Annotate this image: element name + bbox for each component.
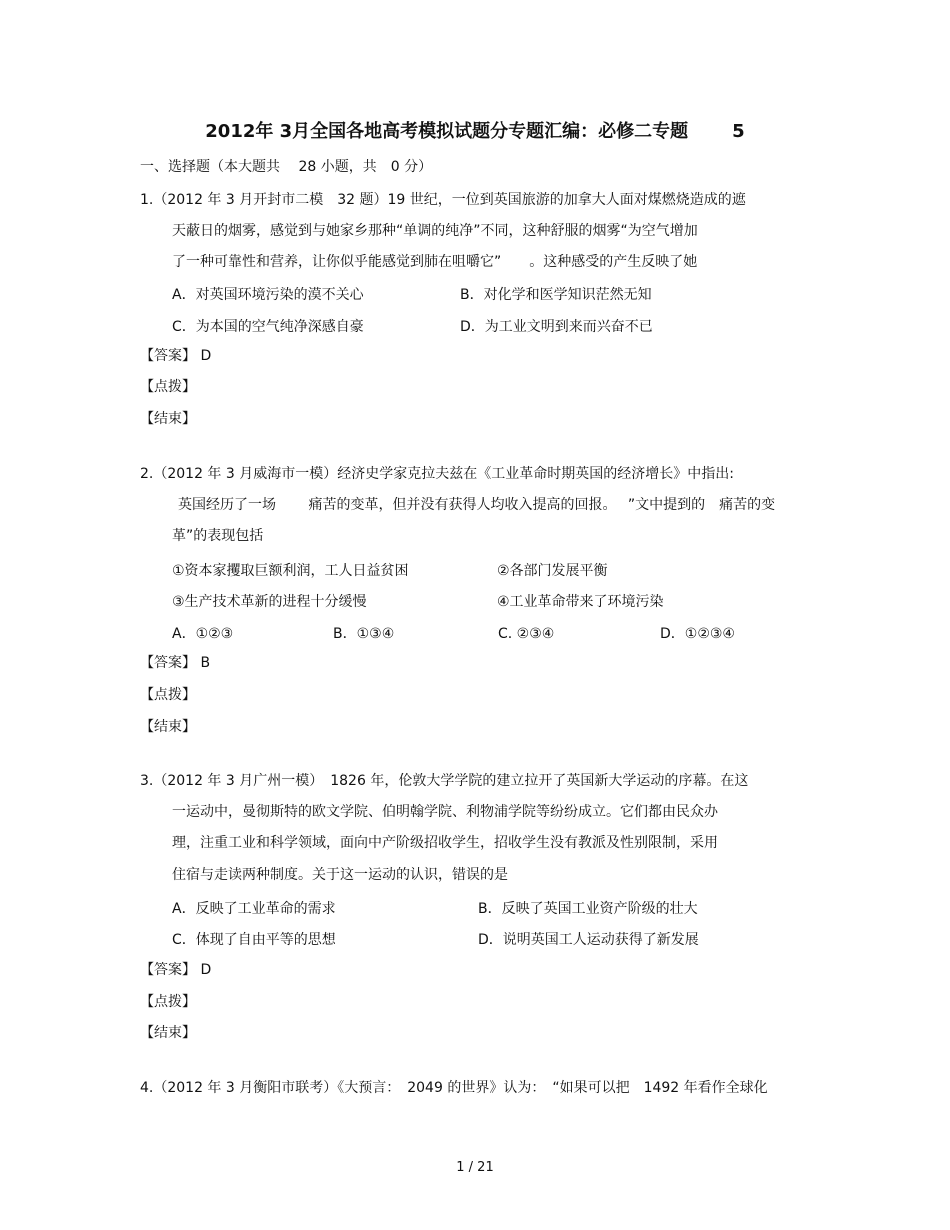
question-3-option-b: B．反映了英国工业资产阶级的壮大 [478,901,698,917]
question-1-option-d: D．为工业文明到来而兴奋不已 [460,319,653,335]
question-2-option-b: B．①③④ [333,626,395,642]
question-2-line-2: 英国经历了一场 痛苦的变革，但并没有获得人均收入提高的回报。 ”文中提到的 痛苦的变 [178,497,776,513]
question-1-line-3: 了一种可靠性和营养，让你似乎能感觉到肺在咀嚼它” 。这种感受的产生反映了她 [172,254,698,270]
question-2-item-4: ④工业革命带来了环境污染 [497,594,664,610]
page-number: 1 / 21 [456,1160,494,1175]
question-3-hint: 【点拨】 [140,994,196,1010]
question-2-option-d: D．①②③④ [660,626,735,642]
document-title [0,117,950,143]
question-1-line-1: 1.（2012 年 3 月开封市二模 32 题）19 世纪，一位到英国旅游的加拿大人面对煤燃烧造成的遮 [140,192,746,208]
question-1-option-b: B．对化学和医学知识茫然无知 [460,287,652,303]
question-1-end: 【结束】 [140,411,196,427]
question-1-option-c: C．为本国的空气纯净深感自豪 [172,319,364,335]
question-3-option-d: D．说明英国工人运动获得了新发展 [478,932,699,948]
question-2-item-3: ③生产技术革新的进程十分缓慢 [172,594,367,610]
question-2-answer: 【答案】 B [140,655,211,671]
question-3-option-c: C．体现了自由平等的思想 [172,932,336,948]
question-3-end: 【结束】 [140,1025,196,1041]
question-2-line-3: 革”的表现包括 [172,528,264,544]
question-3-line-3: 理，注重工业和科学领域，面向中产阶级招收学生，招收学生没有教派及性别限制，采用 [172,835,718,851]
question-2-line-1: 2.（2012 年 3 月威海市一模）经济史学家克拉夫兹在《工业革命时期英国的经济增长》中指出: [140,466,734,482]
question-3-answer: 【答案】 D [140,962,212,978]
question-3-option-a: A．反映了工业革命的需求 [172,901,336,917]
question-3-line-1: 3.（2012 年 3 月广州一模） 1826 年，伦敦大学学院的建立拉开了英国新大学运动的序幕。在这 [140,773,749,789]
question-2-item-1: ①资本家攫取巨额利润，工人日益贫困 [172,563,409,579]
title-text: 2012年 3月全国各地高考模拟试题分专题汇编：必修二专题 [205,121,689,142]
question-2-end: 【结束】 [140,719,196,735]
question-1-line-2: 天蔽日的烟雾，感觉到与她家乡那种“单调的纯净”不同，这种舒服的烟雾“为空气增加 [172,223,698,239]
question-2-item-2: ②各部门发展平衡 [497,563,608,579]
question-2-option-a: A．①②③ [172,626,234,642]
question-4-line-1: 4.（2012 年 3 月衡阳市联考）《大预言： 2049 的世界》认为： “如果可以把 1492 年看作全球化 [140,1080,768,1096]
question-2-option-c: C. ②③④ [498,626,555,642]
question-1-hint: 【点拨】 [140,379,196,395]
question-3-line-4: 住宿与走读两种制度。关于这一运动的认识，错误的是 [172,867,508,883]
question-1-answer: 【答案】 D [140,348,212,364]
question-3-line-2: 一运动中，曼彻斯特的欧文学院、伯明翰学院、利物浦学院等纷纷成立。它们都由民众办 [172,804,718,820]
question-2-hint: 【点拨】 [140,687,196,703]
title-number: 5 [732,121,745,142]
section-header: 一、选择题（本大题共 28 小题，共 0 分） [140,159,433,175]
question-1-option-a: A．对英国环境污染的漠不关心 [172,287,364,303]
